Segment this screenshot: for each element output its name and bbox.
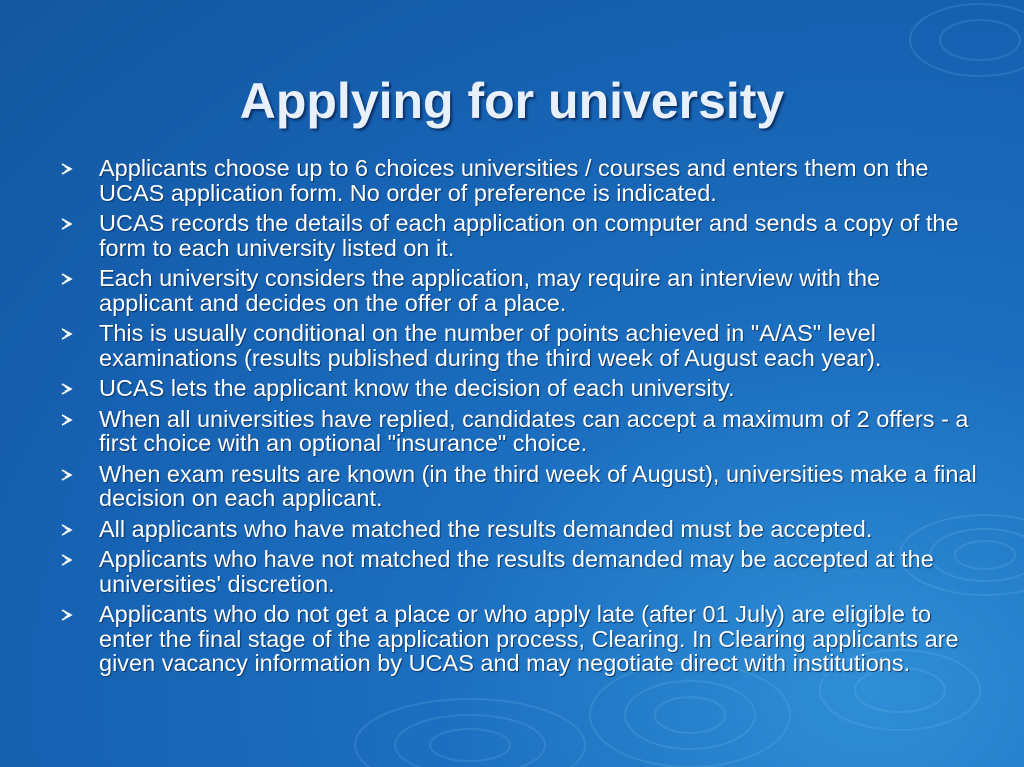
chevron-right-arrow-icon — [61, 273, 73, 285]
bullet-text: All applicants who have matched the results demanded must be accepted. — [99, 515, 873, 542]
bullet-text: When exam results are known (in the third week of August), universities make a final decision on each applicant. — [99, 460, 977, 511]
bullet-item — [58, 462, 978, 511]
bullet-text: Applicants choose up to 6 choices universities / courses and enters them on the UCAS application form. No order of preference is indicated. — [99, 155, 929, 206]
bullet-text: Each university considers the application, may require an interview with the applicant and decides on the offer of a place. — [99, 265, 881, 316]
bullet-item — [58, 602, 978, 676]
slide-title: Applying for university — [239, 73, 785, 129]
bullet-item — [58, 407, 978, 456]
chevron-right-arrow-icon — [61, 524, 73, 536]
bullet-item — [58, 517, 978, 542]
chevron-right-arrow-icon — [61, 328, 73, 340]
bullet-item — [58, 156, 978, 205]
bullet-text: UCAS records the details of each application on computer and sends a copy of the form to each university listed on it. — [99, 210, 959, 261]
chevron-right-arrow-icon — [61, 554, 73, 566]
chevron-right-arrow-icon — [61, 609, 73, 621]
bullet-item — [58, 547, 978, 596]
bullet-text: Applicants who have not matched the results demanded may be accepted at the universities' discretion. — [99, 546, 934, 597]
bullet-text: This is usually conditional on the number of points achieved in "A/AS" level examinations (results published during the third week of August each year). — [99, 320, 882, 371]
bullet-text: When all universities have replied, candidates can accept a maximum of 2 offers - a first choice with an optional "insurance" choice. — [99, 405, 969, 456]
chevron-right-arrow-icon — [61, 163, 73, 175]
bullet-text: Applicants who do not get a place or who apply late (after 01 July) are eligible to enter the final stage of the application process, Clearing. In Clearing applicants are given vacancy information by UCAS and may negotiate direct with institutions. — [99, 601, 959, 676]
chevron-right-arrow-icon — [61, 469, 73, 481]
bullet-item — [58, 376, 978, 401]
bullet-item — [58, 266, 978, 315]
bullet-list — [58, 156, 978, 682]
chevron-right-arrow-icon — [61, 414, 73, 426]
bullet-text: UCAS lets the applicant know the decision of each university. — [99, 375, 735, 401]
chevron-right-arrow-icon — [61, 218, 73, 230]
chevron-right-arrow-icon — [61, 383, 73, 395]
bullet-item — [58, 211, 978, 260]
bullet-item — [58, 321, 978, 370]
